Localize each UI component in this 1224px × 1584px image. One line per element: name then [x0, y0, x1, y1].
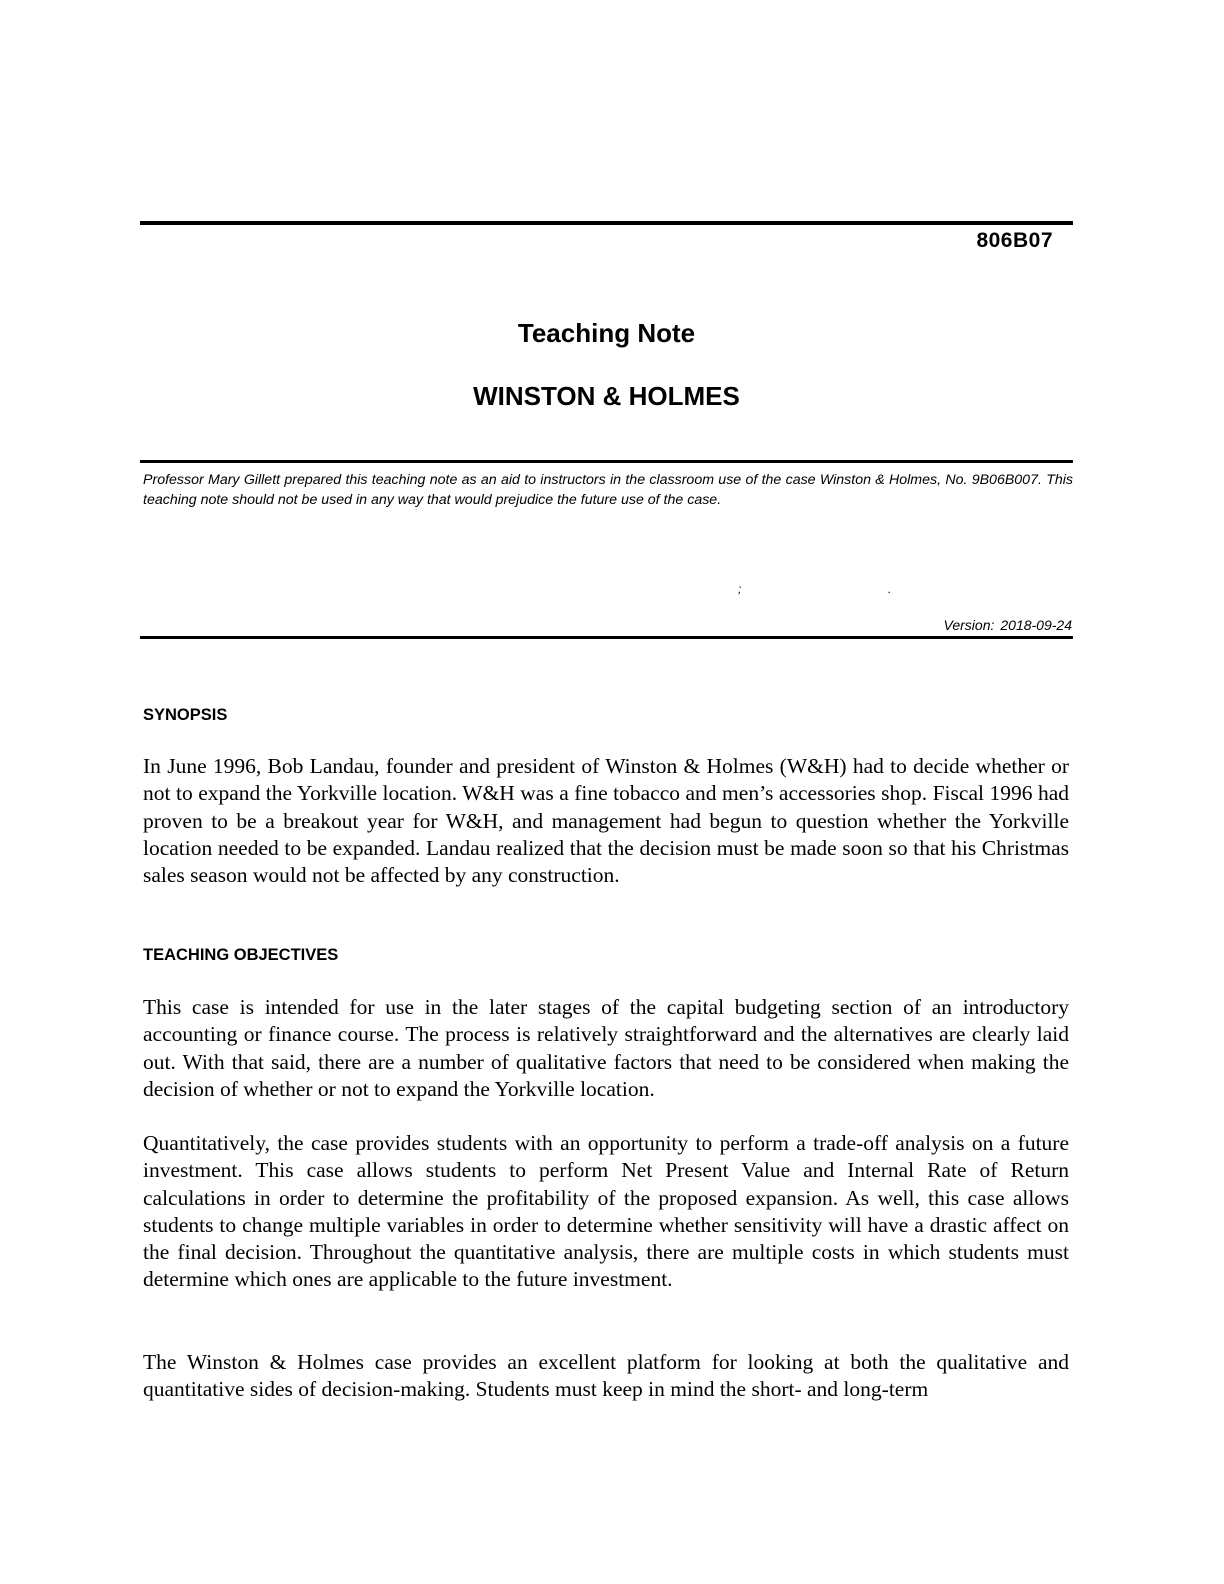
teaching-objectives-heading: TEACHING OBJECTIVES	[143, 946, 339, 964]
objectives-paragraph-3: The Winston & Holmes case provides an excellent platform for looking at both the qualitative and quantitative sides of decision-making. Students must keep in mind the short- and long-term	[143, 1350, 1069, 1402]
objectives-paragraph-2: Quantitatively, the case provides students with an opportunity to perform a trade-off analysis on a future investment. This case allows students to perform Net Present Value and Internal Rate of Return calculations in order to determine the profitability of the proposed expansion. As well, this case allows students to change multiple variables in order to determine whether sensitivity will have a drastic affect on the final decision. Throughout the quantitative analysis, there are multiple costs in which students must determine which ones are applicable to the future investment.	[143, 1131, 1069, 1292]
stray-mark: ;	[738, 582, 742, 596]
middle-divider	[140, 460, 1073, 463]
top-divider	[140, 221, 1073, 225]
preparation-note: Professor Mary Gillett prepared this teaching note as an aid to instructors in the classroom use of the case Winston & Holmes, No. 9B06B007. This teaching note should not be used in any way that would prejudice the future use of the case.	[143, 472, 1073, 508]
doc-type-title: Teaching Note	[517, 318, 696, 348]
version-line	[944, 617, 1072, 633]
objectives-paragraph-1: This case is intended for use in the later stages of the capital budgeting section of an introductory accounting or finance course. The process is relatively straightforward and the alternatives are clearly laid out. With that said, there are a number of qualitative factors that need to be considered when making the decision of whether or not to expand the Yorkville location.	[143, 995, 1069, 1101]
stray-mark: .	[888, 582, 892, 596]
case-number: 806B07	[976, 229, 1053, 252]
version-label: Version:	[943, 617, 995, 633]
synopsis-paragraph: In June 1996, Bob Landau, founder and president of Winston & Holmes (W&H) had to decide whether or not to expand the Yorkville location. W&H was a fine tobacco and men’s accessories shop. Fiscal 1996 had proven to be a breakout year for W&H, and management had begun to question whether the Yorkville location needed to be expanded. Landau realized that the decision must be made soon so that his Christmas sales season would not be affected by any construction.	[143, 754, 1069, 888]
synopsis-heading: SYNOPSIS	[143, 706, 228, 724]
case-title: WINSTON & HOLMES	[473, 381, 740, 411]
bottom-divider	[140, 636, 1073, 639]
version-value: 2018-09-24	[1000, 617, 1072, 633]
